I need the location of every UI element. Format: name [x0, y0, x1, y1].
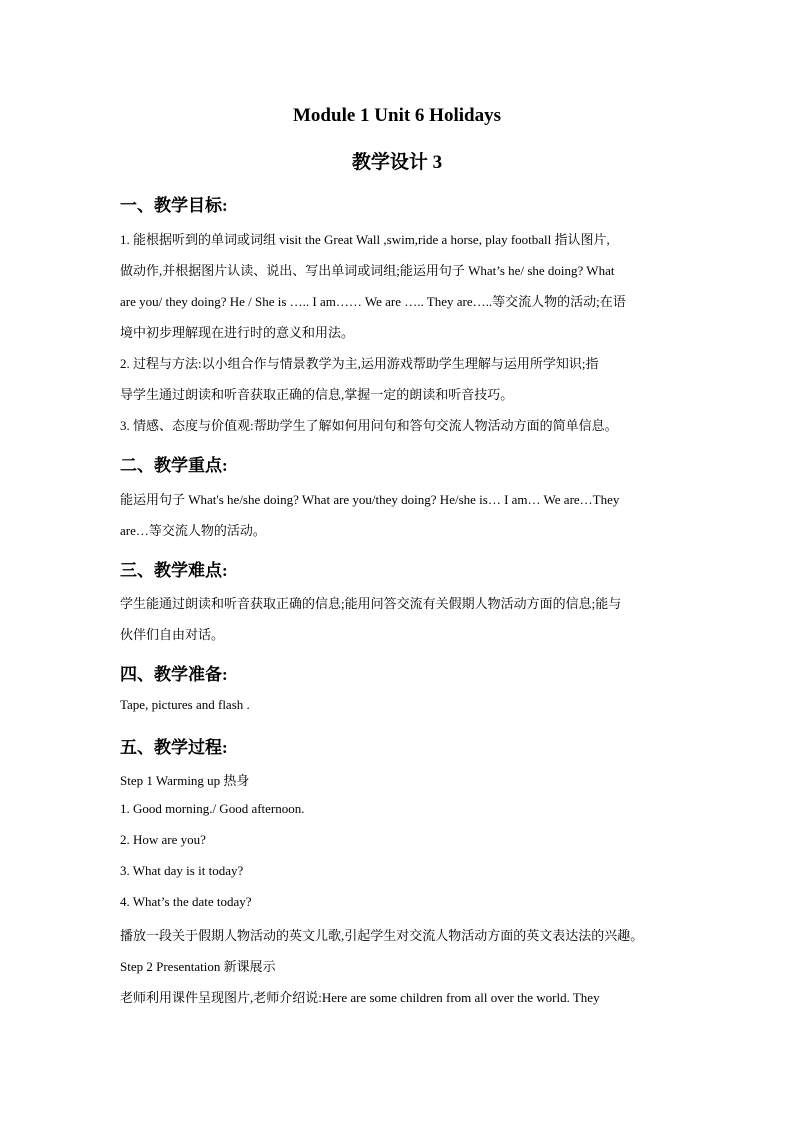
- process-line: 3. What day is it today?: [120, 863, 244, 878]
- objectives-line: are you/ they doing? He / She is ….. I am…… We are ….. They are…..等交流人物的活动;在语: [120, 294, 626, 309]
- process-line: 2. How are you?: [120, 832, 206, 847]
- heading-preparation: 四、教学准备:: [120, 665, 228, 684]
- difficulties-line: 伙伴们自由对话。: [120, 627, 225, 642]
- objectives-line: 1. 能根据听到的单词或词组 visit the Great Wall ,swim,ride a horse, play football 指认图片,: [120, 232, 610, 247]
- process-line: 播放一段关于假期人物活动的英文儿歌,引起学生对交流人物活动方面的英文表达法的兴趣。: [120, 928, 644, 943]
- objectives-line: 做动作,并根据图片认读、说出、写出单词或词组;能运用句子 What’s he/ she doing? What: [120, 263, 615, 278]
- title-english: Module 1 Unit 6 Holidays: [293, 105, 501, 126]
- process-line: Step 1 Warming up 热身: [120, 773, 250, 788]
- heading-difficulties: 三、教学难点:: [120, 561, 228, 580]
- objectives-line: 2. 过程与方法:以小组合作与情景教学为主,运用游戏帮助学生理解与运用所学知识;指: [120, 356, 599, 371]
- heading-key-points: 二、教学重点:: [120, 456, 228, 475]
- preparation-line: Tape, pictures and flash .: [120, 697, 250, 712]
- difficulties-line: 学生能通过朗读和听音获取正确的信息;能用问答交流有关假期人物活动方面的信息;能与: [120, 596, 622, 611]
- key-points-line: 能运用句子 What's he/she doing? What are you/they doing? He/she is… I am… We are…They: [120, 492, 620, 507]
- objectives-line: 3. 情感、态度与价值观:帮助学生了解如何用问句和答句交流人物活动方面的简单信息。: [120, 418, 618, 433]
- key-points-line: are…等交流人物的活动。: [120, 523, 266, 538]
- objectives-line: 境中初步理解现在进行时的意义和用法。: [120, 325, 355, 340]
- process-line: 老师利用课件呈现图片,老师介绍说:Here are some children from all over the world. They: [120, 990, 600, 1005]
- process-line: 4. What’s the date today?: [120, 894, 252, 909]
- objectives-line: 导学生通过朗读和听音获取正确的信息,掌握一定的朗读和听音技巧。: [120, 387, 514, 402]
- heading-objectives: 一、教学目标:: [120, 196, 228, 215]
- process-line: 1. Good morning./ Good afternoon.: [120, 801, 305, 816]
- heading-process: 五、教学过程:: [120, 738, 228, 757]
- process-line: Step 2 Presentation 新课展示: [120, 959, 276, 974]
- title-chinese: 教学设计 3: [351, 152, 443, 173]
